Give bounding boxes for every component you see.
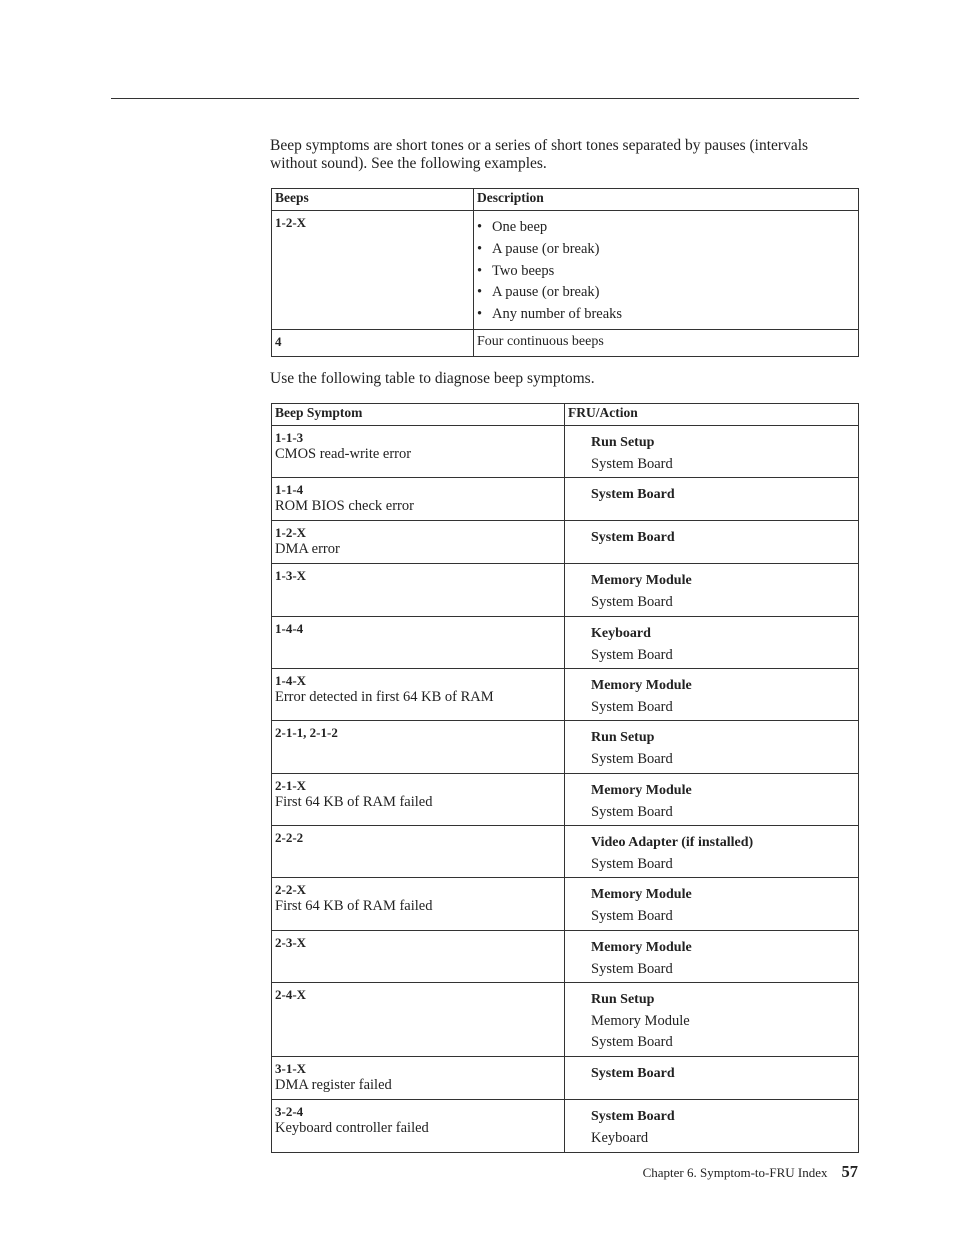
beep-code: 2-4-X [275,987,307,1002]
header-description: Description [474,189,859,211]
list-item: • A pause (or break) [477,239,855,261]
beep-symptom-cell [272,564,565,617]
table-row [272,774,859,826]
fru-action-cell [565,878,859,931]
beep-code: 1-4-X [275,673,307,688]
page-footer [643,1162,858,1183]
action-item: System Board [591,1034,673,1050]
primary-action: System Board [591,1109,675,1124]
header-beeps: Beeps [272,189,474,211]
beep-symptom-table [271,403,859,1153]
beep-code: 1-1-4 [275,482,304,497]
list-item: • Two beeps [477,261,855,283]
primary-action: Memory Module [591,678,692,693]
bullet-icon: • [477,284,483,301]
table-header-row [272,189,859,211]
header-fru-action: FRU/Action [565,404,859,426]
table-row [272,1057,859,1100]
symptom-rows [272,426,859,1153]
fru-action-cell [565,521,859,564]
beep-code: 1-2-X [272,211,474,330]
fru-action-cell [565,617,859,669]
beep-symptom-cell [272,983,565,1057]
symptom-description: First 64 KB of RAM failed [275,794,433,810]
beep-symptom-cell [272,521,565,564]
action-item: Memory Module [591,1012,690,1029]
table-row [272,564,859,617]
bullet-icon: • [477,240,483,257]
action-item: System Board [591,960,673,977]
fru-action-cell [565,564,859,617]
beep-symptom-cell [272,826,565,878]
beep-symptom-cell [272,721,565,774]
table-row [272,478,859,521]
beep-description: Four continuous beeps [474,330,859,357]
table-header-row [272,404,859,426]
beep-code: 2-1-1, 2-1-2 [275,725,338,740]
fru-action-cell [565,721,859,774]
page-number: 57 [841,1162,858,1181]
primary-action: Run Setup [591,730,655,745]
action-item: System Board [591,855,673,872]
beep-code: 2-3-X [275,935,307,950]
beep-description [474,211,859,330]
fru-action-cell [565,774,859,826]
table-row [272,669,859,721]
primary-action: Run Setup [591,435,655,450]
beep-code: 3-2-4 [275,1104,304,1119]
fru-action-cell [565,478,859,521]
primary-action: Run Setup [591,992,655,1007]
intro-paragraph: Beep symptoms are short tones or a series of short tones separated by pauses (intervals without sound). See the following examples. [270,137,809,172]
symptom-description: Keyboard controller failed [275,1120,429,1136]
beep-examples-table [271,188,859,357]
table-row [272,426,859,478]
primary-action: Video Adapter (if installed) [591,835,754,850]
table-row [272,878,859,931]
symptom-description: ROM BIOS check error [275,498,414,514]
table-row [272,521,859,564]
beep-symptom-cell [272,617,565,669]
action-item: System Board [591,750,673,767]
primary-action: System Board [591,530,675,545]
action-item: System Board [591,803,673,820]
beep-code: 4 [272,330,474,357]
bullet-icon: • [477,262,483,279]
primary-action: Keyboard [591,626,651,641]
fru-action-cell [565,826,859,878]
symptom-description: DMA error [275,541,340,557]
symptom-description: DMA register failed [275,1077,392,1093]
table-row [272,931,859,983]
fru-action-cell [565,669,859,721]
beep-code: 2-2-2 [275,830,304,845]
beep-symptom-cell [272,669,565,721]
beep-symptom-cell [272,1100,565,1153]
fru-action-cell [565,426,859,478]
table-row [272,983,859,1057]
table-row [272,330,859,357]
beep-symptom-cell [272,878,565,931]
fru-action-cell [565,983,859,1057]
fru-action-cell [565,1100,859,1153]
primary-action: Memory Module [591,573,692,588]
table-row [272,721,859,774]
list-item: • Any number of breaks [477,304,855,326]
beep-code: 1-3-X [275,568,307,583]
primary-action: System Board [591,1066,675,1081]
diagnose-lead-paragraph: Use the following table to diagnose beep symptoms. [270,370,595,387]
fru-action-cell [565,931,859,983]
action-item: System Board [591,455,673,472]
top-rule [111,98,859,99]
beep-symptom-cell [272,426,565,478]
chapter-title: Chapter 6. Symptom-to-FRU Index [642,1165,828,1180]
fru-action-cell [565,1057,859,1100]
beep-symptom-cell [272,478,565,521]
action-item: System Board [591,698,673,715]
beep-code: 1-2-X [275,525,307,540]
list-item: • One beep [477,217,855,239]
action-item: System Board [591,907,673,924]
bullet-list [477,211,855,328]
table-row [272,211,859,330]
primary-action: System Board [591,487,675,502]
beep-code: 3-1-X [275,1061,307,1076]
symptom-description: First 64 KB of RAM failed [275,898,433,914]
list-item: • A pause (or break) [477,282,855,304]
beep-code: 1-1-3 [275,430,304,445]
bullet-icon: • [477,306,483,323]
table-row [272,617,859,669]
header-beep-symptom: Beep Symptom [272,404,565,426]
beep-symptom-cell [272,931,565,983]
beep-symptom-cell [272,1057,565,1100]
symptom-description: CMOS read-write error [275,446,412,462]
action-item: System Board [591,593,673,610]
symptom-description: Error detected in first 64 KB of RAM [275,689,494,705]
primary-action: Memory Module [591,940,692,955]
action-item: Keyboard [591,1129,649,1146]
beep-code: 2-2-X [275,882,307,897]
beep-code: 2-1-X [275,778,307,793]
bullet-icon: • [477,219,483,235]
action-item: System Board [591,646,673,663]
table-row [272,826,859,878]
primary-action: Memory Module [591,783,692,798]
beep-code: 1-4-4 [275,621,304,636]
primary-action: Memory Module [591,887,692,902]
beep-symptom-cell [272,774,565,826]
table-row [272,1100,859,1153]
